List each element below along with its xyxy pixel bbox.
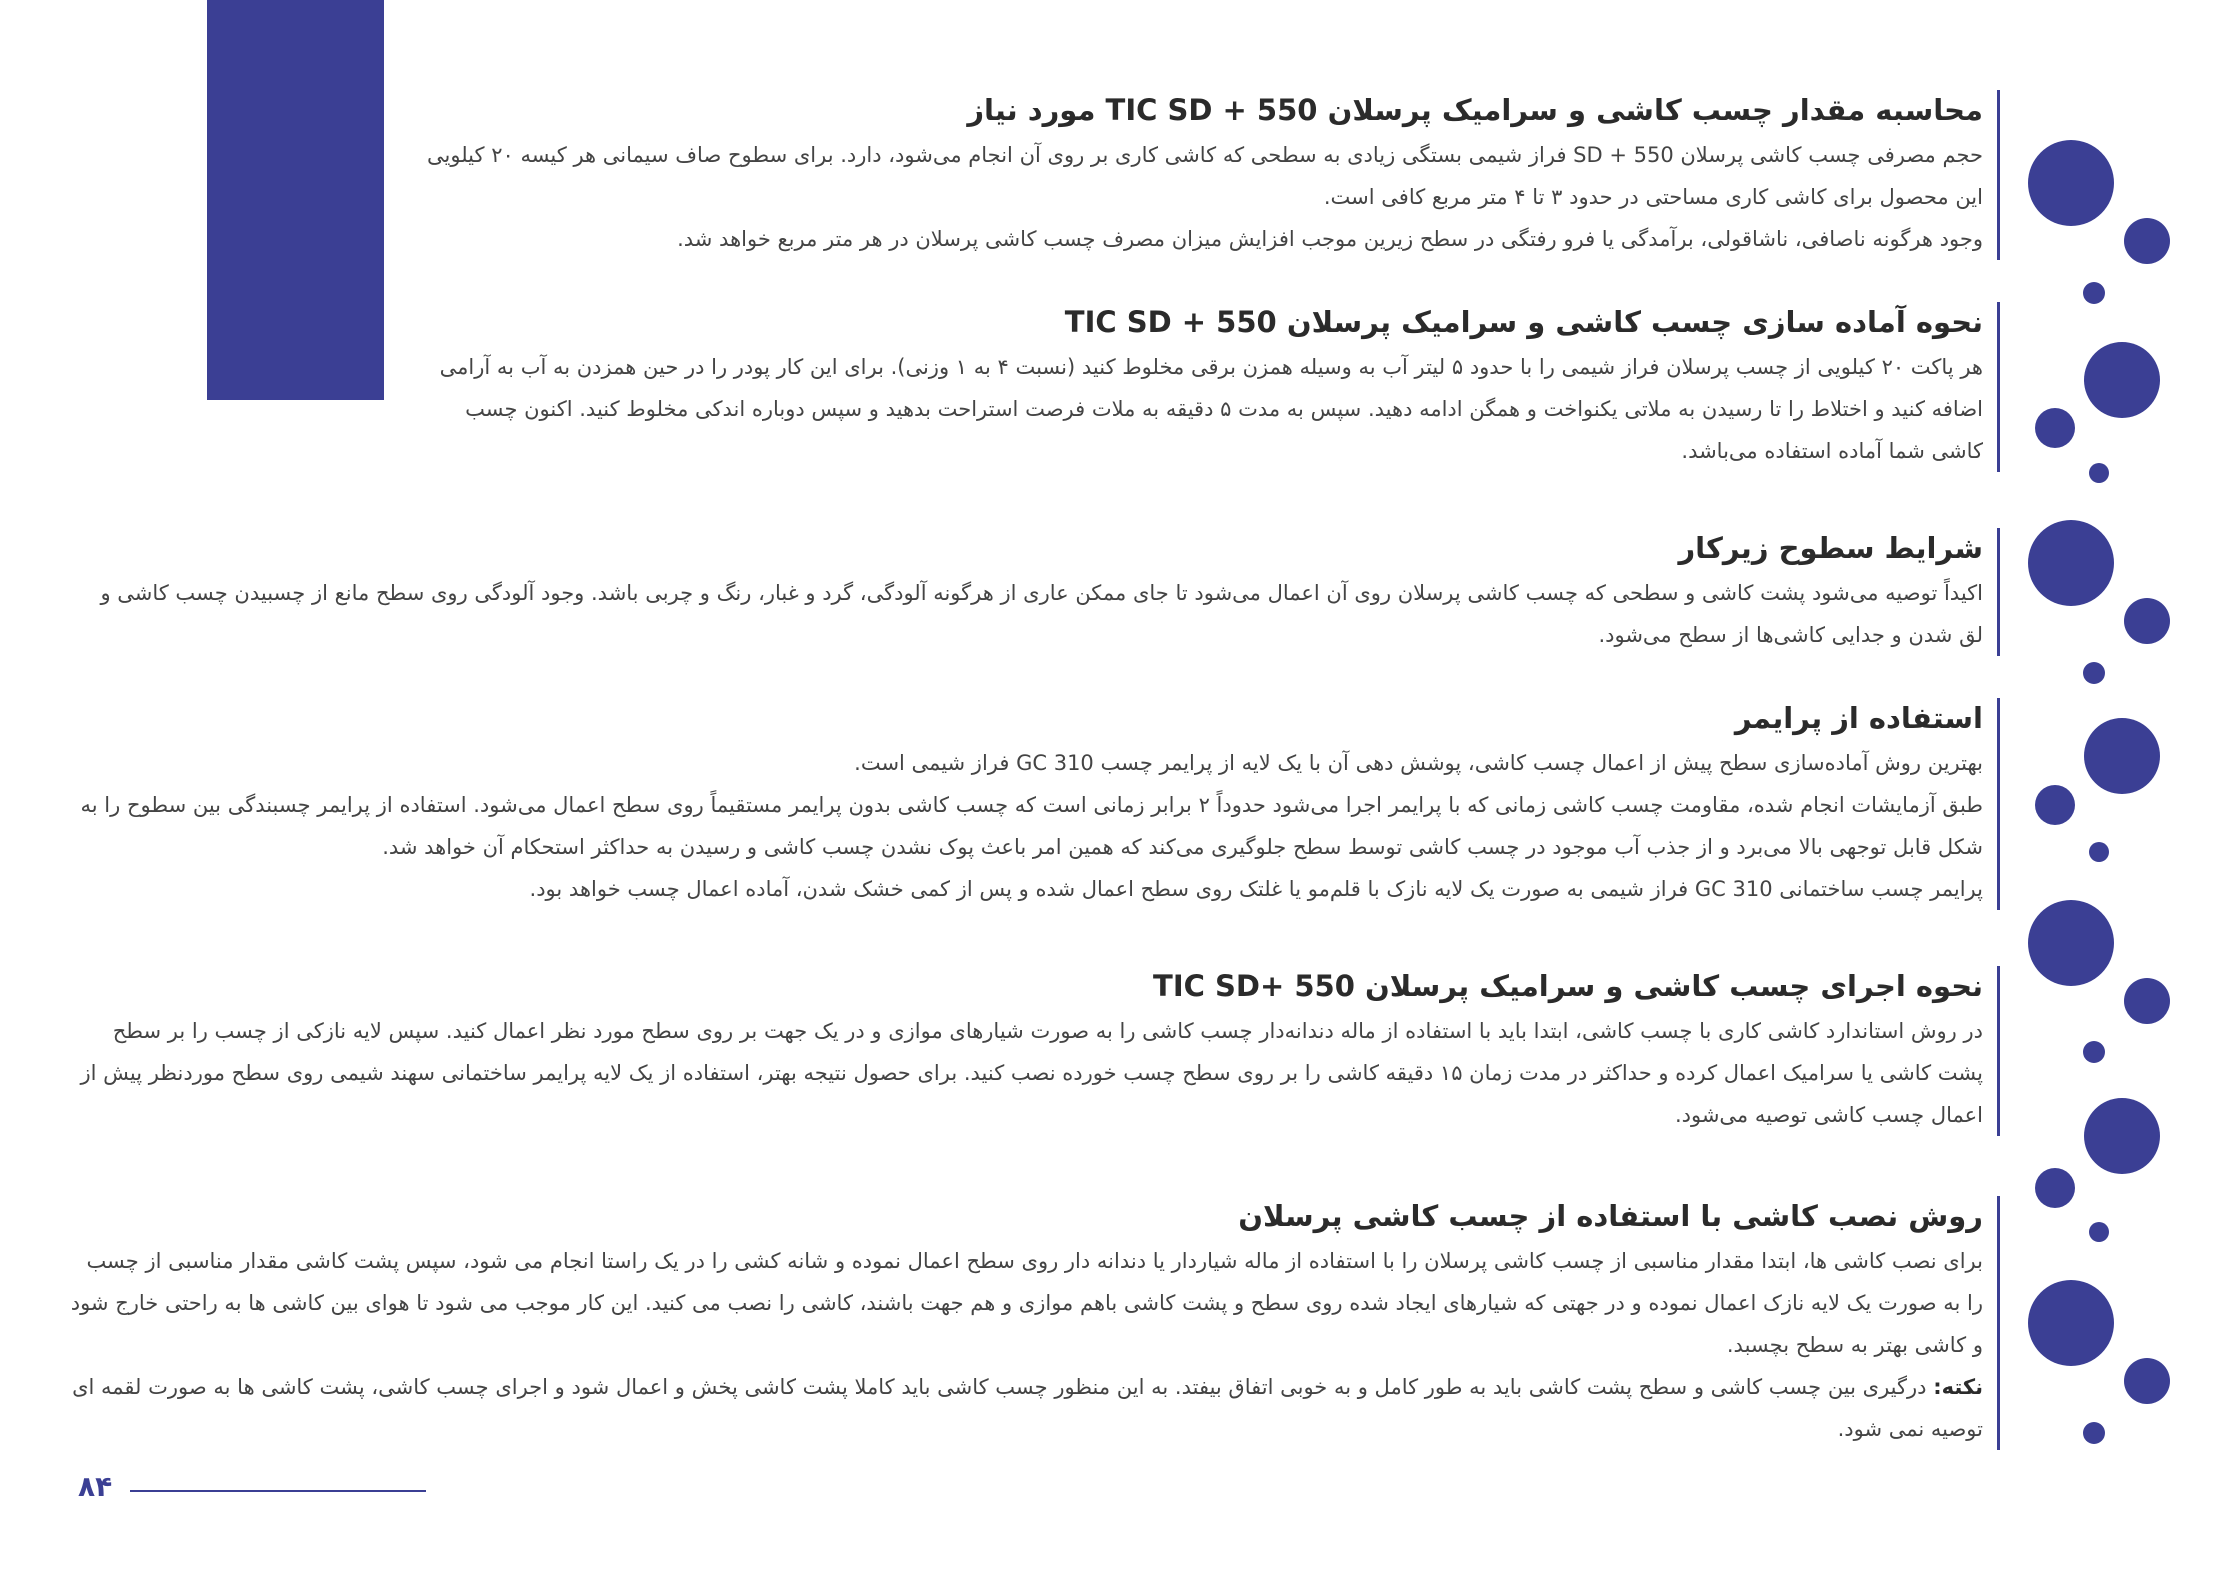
section-tile-installation (70, 1196, 2000, 1450)
decorative-dot (2124, 598, 2170, 644)
decorative-dot (2028, 1280, 2114, 1366)
section-paragraph: هر پاکت ۲۰ کیلویی از چسب پرسلان فراز شیمی را با حدود ۵ لیتر آب به وسیله همزن برقی مخلوط کنید (نسبت ۴ به ۱ وزنی). برای این کار پودر را در حین همزدن به آب به آرامی اضافه کنید و اختلاط را تا رسیدن به ملاتی یکنواخت و همگن ادامه دهید. سپس به مدت ۵ دقیقه به ملات فرصت استراحت بدهید و سپس دوباره اندکی مخلوط کنید. اکنون چسب کاشی شما آماده استفاده می‌باشد. (439, 355, 1983, 463)
decorative-dot (2035, 785, 2075, 825)
section-preparation (70, 302, 2000, 472)
section-body (70, 966, 2000, 1136)
section-substrate-conditions (70, 528, 2000, 656)
decorative-dot (2124, 218, 2170, 264)
note-paragraph (70, 1366, 1983, 1450)
section-paragraph: پرایمر چسب ساختمانی GC 310 فراز شیمی به صورت یک لایه نازک با قلم‌مو یا غلتک روی سطح اعمال شده و پس از کمی خشک شدن، آماده اعمال چسب خواهد بود. (529, 877, 1983, 901)
section-body (70, 1196, 2000, 1450)
decorative-dot (2089, 463, 2109, 483)
decorative-dot (2084, 342, 2160, 418)
section-paragraph: در روش استاندارد کاشی کاری با چسب کاشی، ابتدا باید با استفاده از ماله دندانه‌دار چسب کاشی را به صورت شیارهای موازی و در یک جهت بر روی سطح مورد نظر اعمال کنید. سپس لایه نازکی از چسب را بر سطح پشت کاشی یا سرامیک اعمال کرده و حداکثر در مدت زمان ۱۵ دقیقه کاشی را بر روی سطح چسب خورده نصب کنید. برای حصول نتیجه بهتر، استفاده از یک لایه پرایمر ساختمانی سهند شیمی روی سطح موردنظر پیش از اعمال چسب کاشی توصیه می‌شود. (80, 1019, 1983, 1127)
section-heading: نحوه آماده سازی چسب کاشی و سرامیک پرسلان TIC SD + 550 (1064, 305, 1983, 339)
section-heading: استفاده از پرایمر (1734, 701, 1983, 735)
section-tile-adhesive-consumption (70, 90, 2000, 260)
decorative-dot (2124, 978, 2170, 1024)
decorative-dot (2083, 282, 2105, 304)
decorative-dot (2084, 718, 2160, 794)
decorative-dot (2124, 1358, 2170, 1404)
section-heading: شرایط سطوح زیرکار (1678, 531, 1983, 565)
section-paragraph: برای نصب کاشی ها، ابتدا مقدار مناسبی از چسب کاشی پرسلان را با استفاده از ماله شیاردار یا دندانه دار روی سطح اعمال نموده و شانه کشی را در یک راستا انجام می شود، سپس پشت کاشی مقدار مناسبی از چسب را به صورت یک لایه نازک اعمال نموده و در جهتی که شیارهای ایجاد شده روی سطح و پشت کاشی باهم موازی و هم جهت باشند، کاشی را نصب می کنید. این کار موجب می شود تا هوای بین کاشی ها به راحتی خارج شود و کاشی بهتر به سطح بچسبد. (70, 1249, 1983, 1357)
decorative-dot (2089, 1222, 2109, 1242)
note-label: نکته: (1933, 1375, 1983, 1399)
section-body (70, 528, 2000, 656)
footer-rule (130, 1490, 426, 1492)
decorative-dot (2084, 1098, 2160, 1174)
decorative-dot (2083, 662, 2105, 684)
note-text: درگیری بین چسب کاشی و سطح پشت کاشی باید به طور کامل و به خوبی اتفاق بیفتد. به این منظور چسب کاشی باید کاملا پشت کاشی پخش و اعمال شود و اجرای چسب کاشی، پشت کاشی ها به صورت لقمه ای توصیه نمی شود. (72, 1375, 1983, 1441)
section-body (70, 698, 2000, 910)
section-heading: روش نصب کاشی با استفاده از چسب کاشی پرسلان (1238, 1199, 1983, 1233)
decorative-dot (2089, 842, 2109, 862)
decorative-dot (2035, 1168, 2075, 1208)
decorative-dot (2083, 1422, 2105, 1444)
section-paragraph: وجود هرگونه ناصافی، ناشاقولی، برآمدگی یا فرو رفتگی در سطح زیرین موجب افزایش میزان مصرف چسب کاشی پرسلان در هر متر مربع خواهد شد. (677, 227, 1983, 251)
section-paragraph: حجم مصرفی چسب کاشی پرسلان SD + 550 فراز شیمی بستگی زیادی به سطحی که کاشی کاری بر روی آن انجام می‌شود، دارد. برای سطوح صاف سیمانی هر کیسه ۲۰ کیلویی این محصول برای کاشی کاری مساحتی در حدود ۳ تا ۴ متر مربع کافی است. (427, 143, 1983, 209)
decorative-dot (2083, 1041, 2105, 1063)
section-heading: محاسبه مقدار چسب کاشی و سرامیک پرسلان TIC SD + 550 مورد نیاز (967, 93, 1983, 127)
section-body (410, 302, 2000, 472)
section-paragraph: اکیداً توصیه می‌شود پشت کاشی و سطحی که چسب کاشی پرسلان روی آن اعمال می‌شود تا جای ممکن عاری از هرگونه آلودگی، گرد و غبار، رنگ و چربی باشد. وجود آلودگی روی سطح مانع از چسبیدن چسب کاشی و لق شدن و جدایی کاشی‌ها از سطح می‌شود. (100, 581, 1983, 647)
page-number: ۸۴ (78, 1470, 113, 1503)
decorative-dot (2035, 408, 2075, 448)
decorative-dot (2028, 140, 2114, 226)
section-paragraph: بهترین روش آماده‌سازی سطح پیش از اعمال چسب کاشی، پوشش دهی آن با یک لایه از پرایمر چسب GC 310 فراز شیمی است. (854, 751, 1983, 775)
section-primer-usage (70, 698, 2000, 910)
section-paragraph: طبق آزمایشات انجام شده، مقاومت چسب کاشی زمانی که با پرایمر اجرا می‌شود حدوداً ۲ برابر زمانی است که چسب کاشی بدون پرایمر مستقیماً روی سطح اعمال می‌شود. استفاده از پرایمر چسبندگی بین سطوح را به شکل قابل توجهی بالا می‌برد و از جذب آب موجود در چسب کاشی توسط سطح جلوگیری می‌کند که همین امر باعث پوک نشدن چسب کاشی و رسیدن به حداکثر استحکام آن خواهد شد. (80, 793, 1983, 859)
section-heading: نحوه اجرای چسب کاشی و سرامیک پرسلان TIC SD+ 550 (1153, 969, 1983, 1003)
decorative-dot (2028, 900, 2114, 986)
section-body (70, 90, 2000, 260)
decorative-dot (2028, 520, 2114, 606)
section-application-method (70, 966, 2000, 1136)
